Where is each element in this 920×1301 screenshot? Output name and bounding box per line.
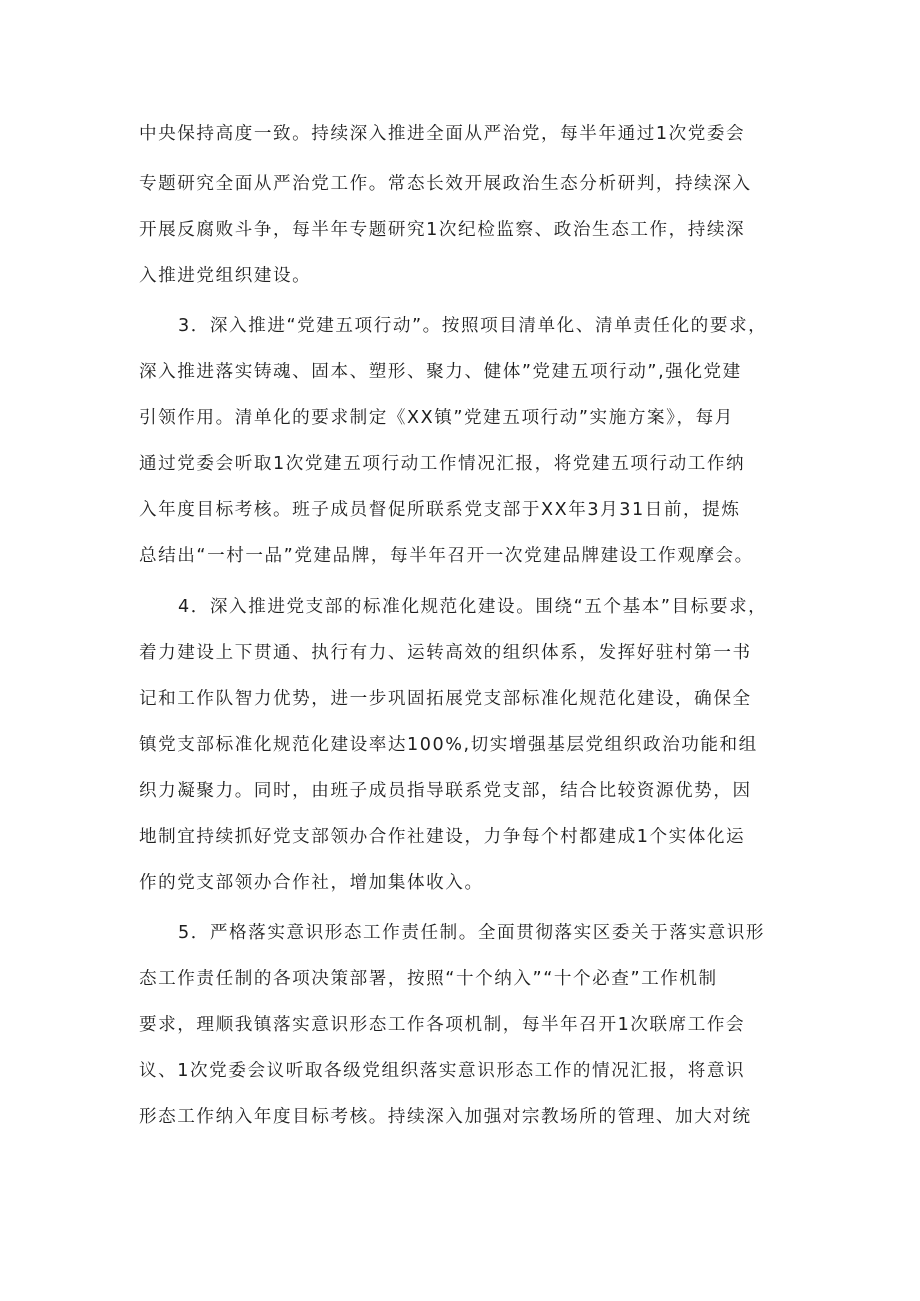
body-text-line: 记和工作队智力优势，进一步巩固拓展党支部标准化规范化建设，确保全 [139, 689, 752, 709]
body-text-line: 入年度目标考核。班子成员督促所联系党支部于XX年3月31日前，提炼 [139, 500, 741, 520]
body-text-line: 着力建设上下贯通、执行有力、运转高效的组织体系，发挥好驻村第一书 [139, 643, 752, 663]
paragraph-3-first-line: 3．深入推进“党建五项行动”。按照项目清单化、清单责任化的要求， [178, 316, 768, 336]
body-text-line: 总结出“一村一品”党建品牌，每半年召开一次党建品牌建设工作观摩会。 [139, 546, 754, 566]
paragraph-5-first-line: 5．严格落实意识形态工作责任制。全面贯彻落实区委关于落实意识形 [178, 923, 766, 943]
body-text-line: 形态工作纳入年度目标考核。持续深入加强对宗教场所的管理、加大对统 [139, 1107, 752, 1127]
body-text-line: 引领作用。清单化的要求制定《XX镇”党建五项行动”实施方案》，每月 [139, 408, 734, 428]
body-text-line: 要求，理顺我镇落实意识形态工作各项机制，每半年召开1次联席工作会 [139, 1015, 746, 1035]
body-text-line: 地制宜持续抓好党支部领办合作社建设，力争每个村都建成1个实体化运 [139, 827, 746, 847]
body-text-line: 入推进党组织建设。 [139, 266, 312, 286]
body-text-line: 中央保持高度一致。持续深入推进全面从严治党，每半年通过1次党委会 [139, 124, 746, 144]
body-text-line: 作的党支部领办合作社，增加集体收入。 [139, 873, 484, 893]
body-text-line: 议、1次党委会议听取各级党组织落实意识形态工作的情况汇报，将意识 [139, 1061, 746, 1081]
body-text-line: 专题研究全面从严治党工作。常态长效开展政治生态分析研判，持续深入 [139, 174, 752, 194]
body-text-line: 开展反腐败斗争，每半年专题研究1次纪检监察、政治生态工作，持续深 [139, 220, 746, 240]
body-text-line: 通过党委会听取1次党建五项行动工作情况汇报，将党建五项行动工作纳 [139, 454, 746, 474]
body-text-line: 态工作责任制的各项决策部署，按照“十个纳入”“十个必查”工作机制 [139, 969, 718, 989]
body-text-line: 镇党支部标准化规范化建设率达100%,切实增强基层党组织政治功能和组 [139, 735, 758, 755]
paragraph-4-first-line: 4．深入推进党支部的标准化规范化建设。围绕“五个基本”目标要求， [178, 597, 768, 617]
body-text-line: 深入推进落实铸魂、固本、塑形、聚力、健体”党建五项行动”,强化党建 [139, 362, 742, 382]
body-text-line: 织力凝聚力。同时，由班子成员指导联系党支部，结合比较资源优势，因 [139, 781, 752, 801]
